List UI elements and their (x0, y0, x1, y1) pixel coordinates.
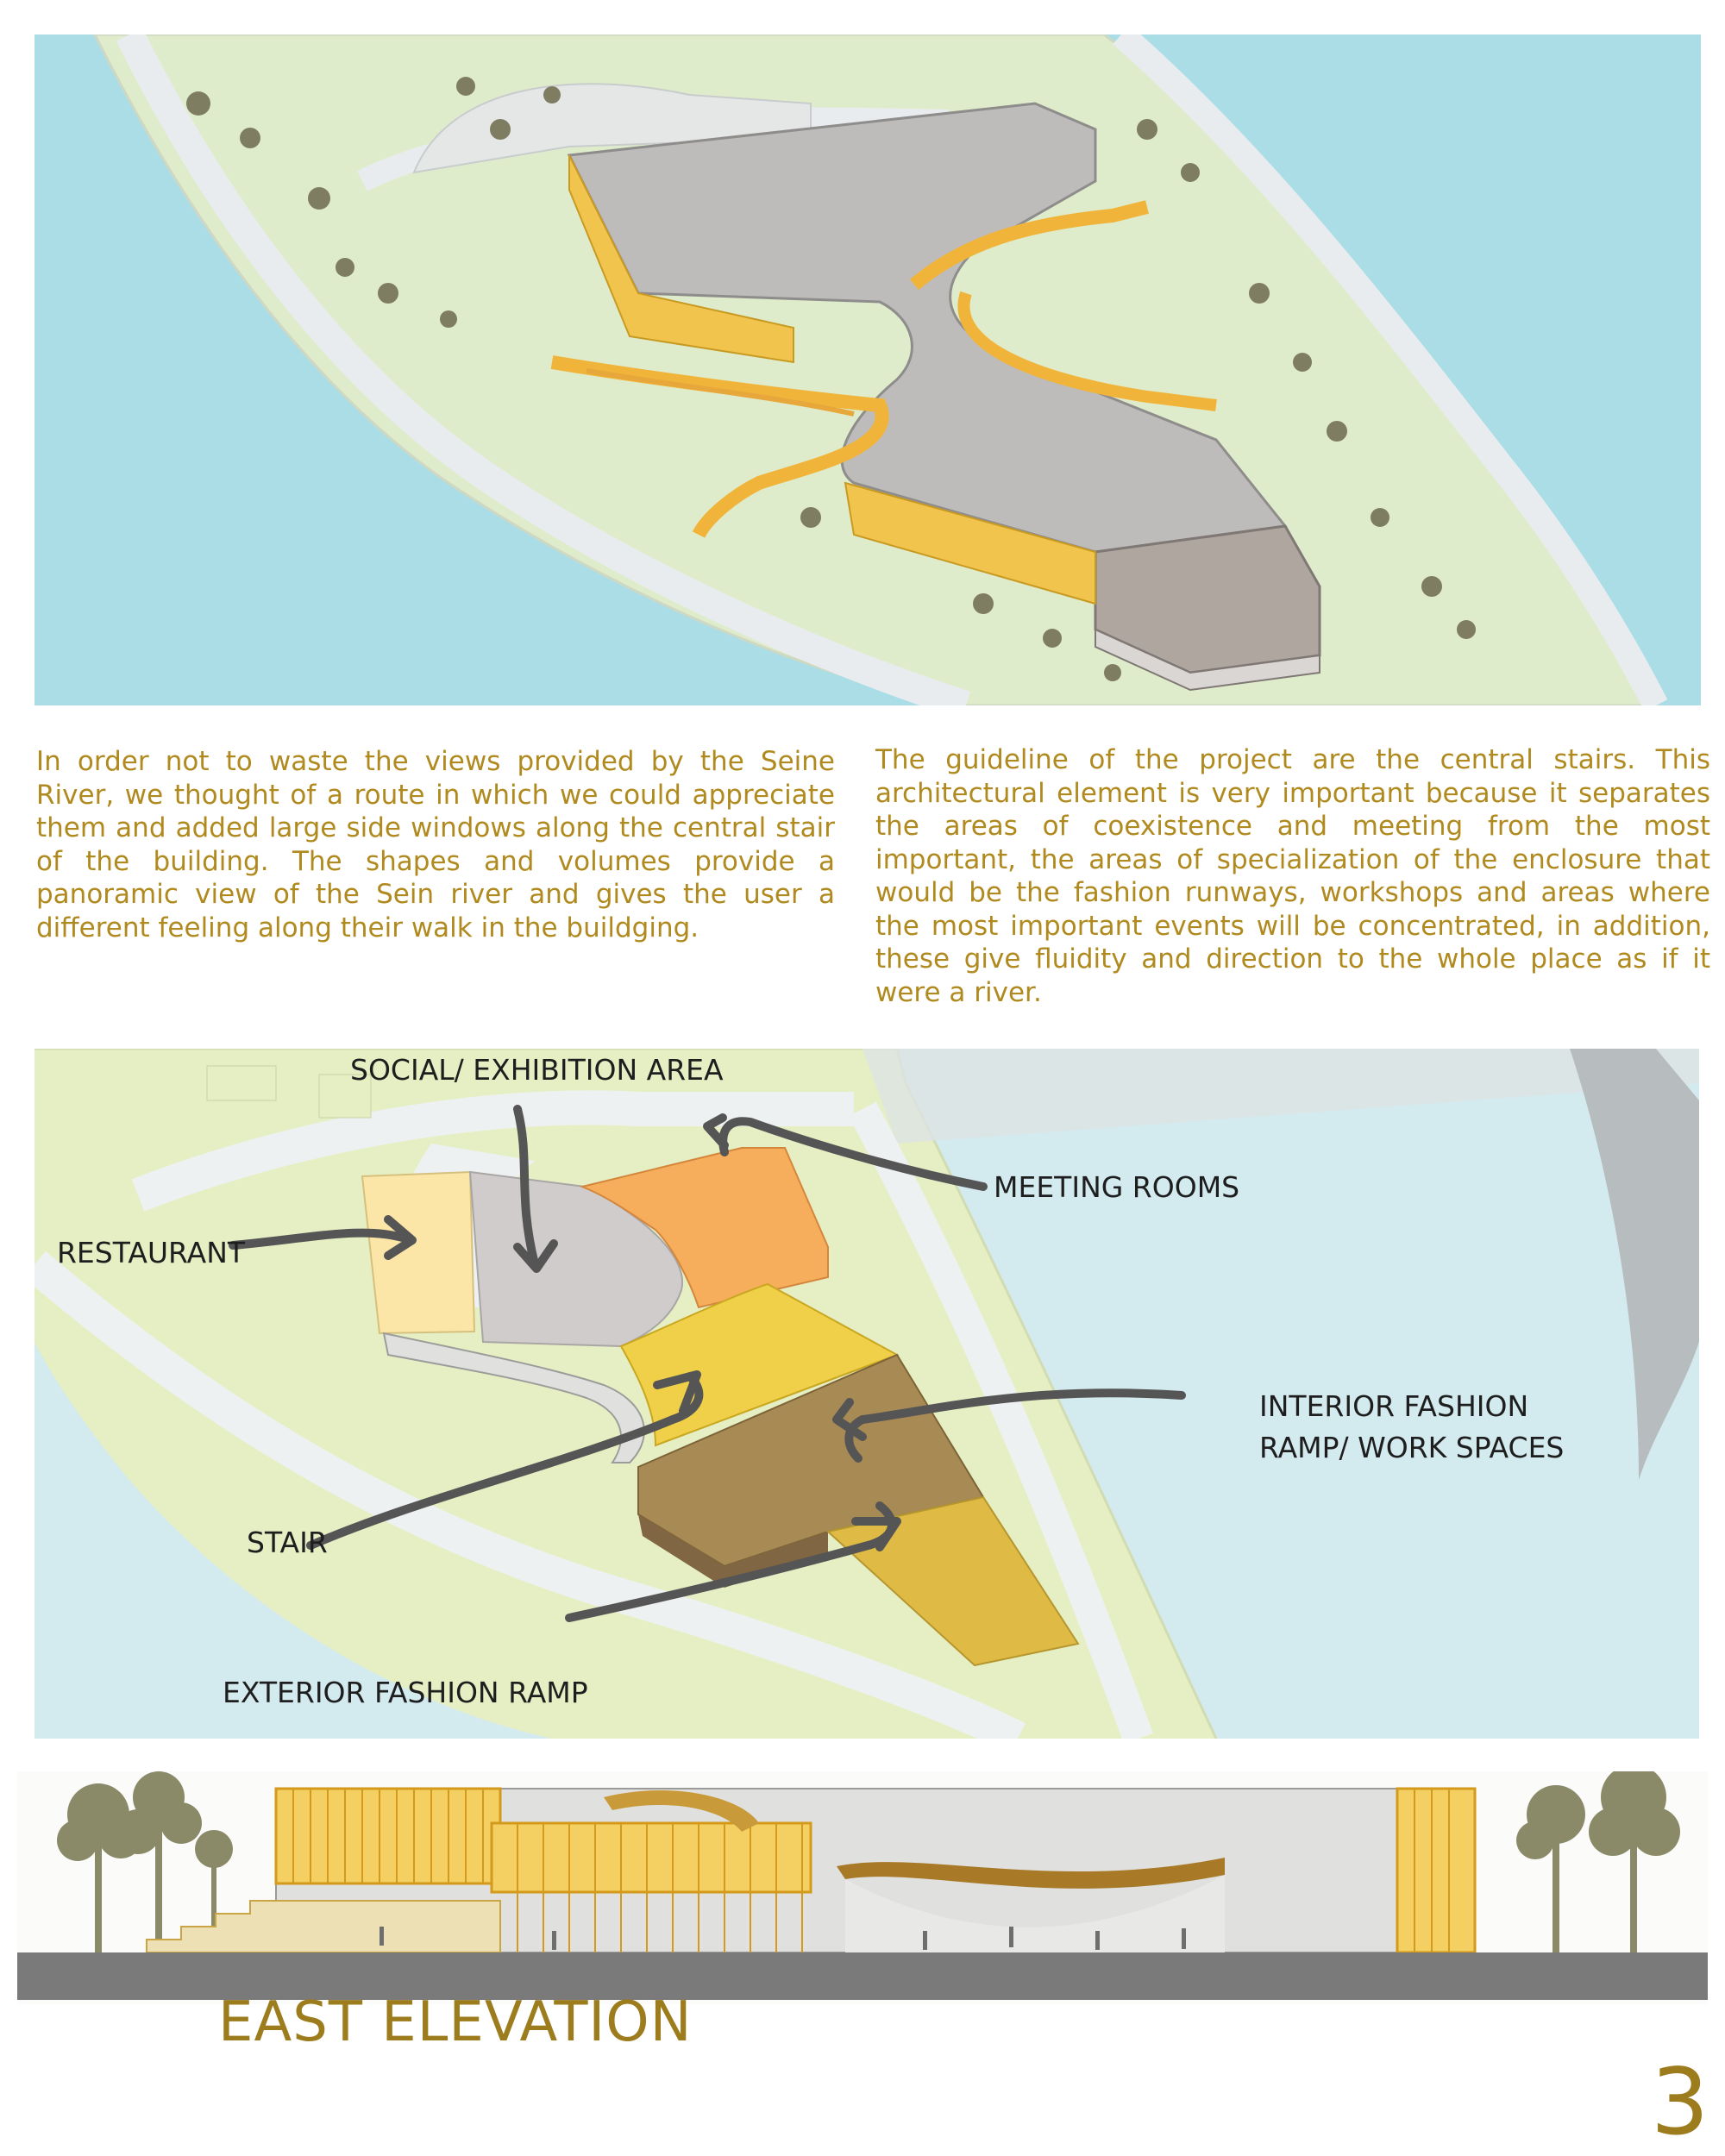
aerial-axonometric-view (34, 34, 1701, 705)
description-left: In order not to waste the views provided by the Seine River, we thought of a route in which we could appreciate them and added large side windows along the central stair of the building. The shapes and volumes provide a panoramic view of the Sein river and gives the user a different feeling along their walk in the buildging. (36, 746, 835, 943)
zoning-diagram (34, 1049, 1699, 1739)
label-restaurant: RESTAURANT (57, 1236, 246, 1269)
label-exterior-ramp: EXTERIOR FASHION RAMP (223, 1676, 588, 1709)
page-number: 3 (1651, 2049, 1709, 2155)
elevation-title: EAST ELEVATION (218, 1990, 693, 2054)
label-interior-line1: INTERIOR FASHION (1259, 1389, 1529, 1423)
label-social: SOCIAL/ EXHIBITION AREA (350, 1053, 724, 1087)
label-interior-line2: RAMP/ WORK SPACES (1259, 1431, 1565, 1464)
east-elevation-drawing (17, 1771, 1708, 2004)
label-meeting-rooms: MEETING ROOMS (994, 1170, 1240, 1204)
label-stair: STAIR (247, 1526, 328, 1559)
description-right: The guideline of the project are the central stairs. This architectural element is very important because it separates the areas of coexistence and meeting from the most important, the areas of specialization of the enclosure that would be the fashion runways, workshops and areas where the most important events will be concentrated, in addition, these give fluidity and direction to the whole place as if it were a river. (875, 744, 1710, 1008)
